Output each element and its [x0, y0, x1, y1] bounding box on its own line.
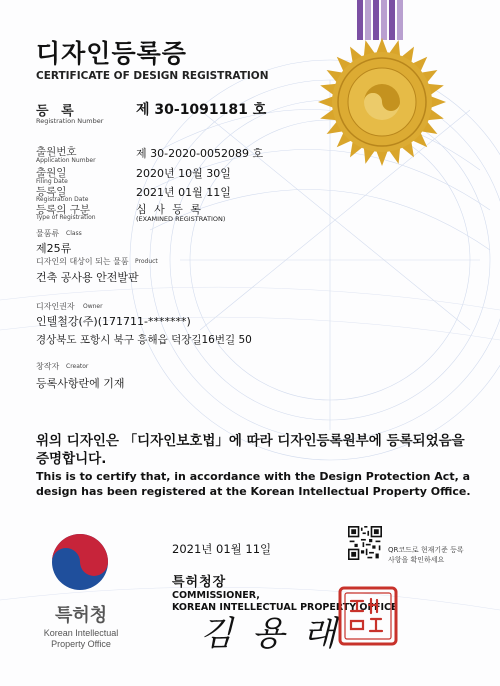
creator-label-english: Creator	[66, 363, 89, 370]
filing-date-label-english: Filing Date	[36, 178, 68, 185]
registration-type-korean: 심 사 등 록	[136, 203, 203, 216]
class-label-korean: 물품류	[36, 229, 60, 238]
registration-type-label-english: Type of Registration	[36, 214, 96, 221]
registration-label-english: Registration Number	[36, 117, 104, 125]
class-value: 제25류	[36, 242, 72, 255]
official-red-stamp-icon	[337, 585, 399, 647]
registration-date-label-english: Registration Date	[36, 196, 89, 203]
office-name-english: Korean Intellectual Property Office	[43, 628, 119, 649]
application-number: 제 30-2020-0052089 호	[136, 147, 264, 160]
registration-type-label-korean: 등록의 구분	[36, 204, 91, 216]
product-value: 건축 공사용 안전발판	[36, 271, 139, 284]
owner-label-korean: 디자인권자	[36, 302, 75, 311]
commissioner-title-english-2: KOREAN INTELLECTUAL PROPERTY OFFICE	[172, 602, 398, 613]
creator-value: 등록사항란에 기재	[36, 377, 125, 390]
application-label-english: Application Number	[36, 157, 96, 164]
registration-date: 2021년 01월 11일	[136, 186, 231, 199]
qr-code[interactable]	[348, 526, 382, 560]
commissioner-signature: 김 용 래	[200, 614, 341, 654]
owner-name: 인텔철강(주)(171711-*******)	[36, 315, 191, 328]
owner-address: 경상북도 포항시 북구 흥해읍 덕장길16번길 50	[36, 334, 252, 346]
creator-label-korean: 창작자	[36, 362, 60, 371]
gold-seal-icon	[318, 38, 446, 166]
registration-type-english: (EXAMINED REGISTRATION)	[136, 215, 226, 223]
commissioner-title-english-1: COMMISSIONER,	[172, 590, 260, 601]
registration-number: 제 30-1091181 호	[136, 102, 267, 118]
registration-label-korean: 등 록	[36, 104, 78, 119]
product-label-korean: 디자인의 대상이 되는 물품	[36, 257, 129, 266]
filing-date: 2020년 10월 30일	[136, 167, 231, 180]
office-name-korean: 특허청	[55, 605, 108, 626]
kipo-taegeuk-logo-icon	[50, 532, 110, 592]
filing-date-label-korean: 출원일	[36, 167, 67, 179]
qr-code-note: QR코드로 현재기준 등록사항을 확인하세요	[388, 546, 464, 564]
owner-label-english: Owner	[83, 303, 103, 310]
certification-statement-korean: 위의 디자인은 「디자인보호법」에 따라 디자인등록원부에 등록되었음을 증명합니다.	[36, 433, 465, 467]
commissioner-title-korean: 특허청장	[172, 575, 227, 590]
product-label-english: Product	[135, 258, 158, 265]
registration-date-label-korean: 등록일	[36, 186, 67, 198]
certification-statement-english: This is to certify that, in accordance with the Design Protection Act, a design has been registered at the Korean Intellectual Property Office.	[36, 470, 471, 498]
purple-ribbon	[355, 0, 405, 40]
class-label-english: Class	[66, 230, 82, 237]
issue-date: 2021년 01월 11일	[172, 542, 272, 556]
certificate-title-english: CERTIFICATE OF DESIGN REGISTRATION	[36, 70, 269, 82]
certificate-title-korean: 디자인등록증	[36, 39, 187, 68]
application-label-korean: 출원번호	[36, 146, 77, 158]
